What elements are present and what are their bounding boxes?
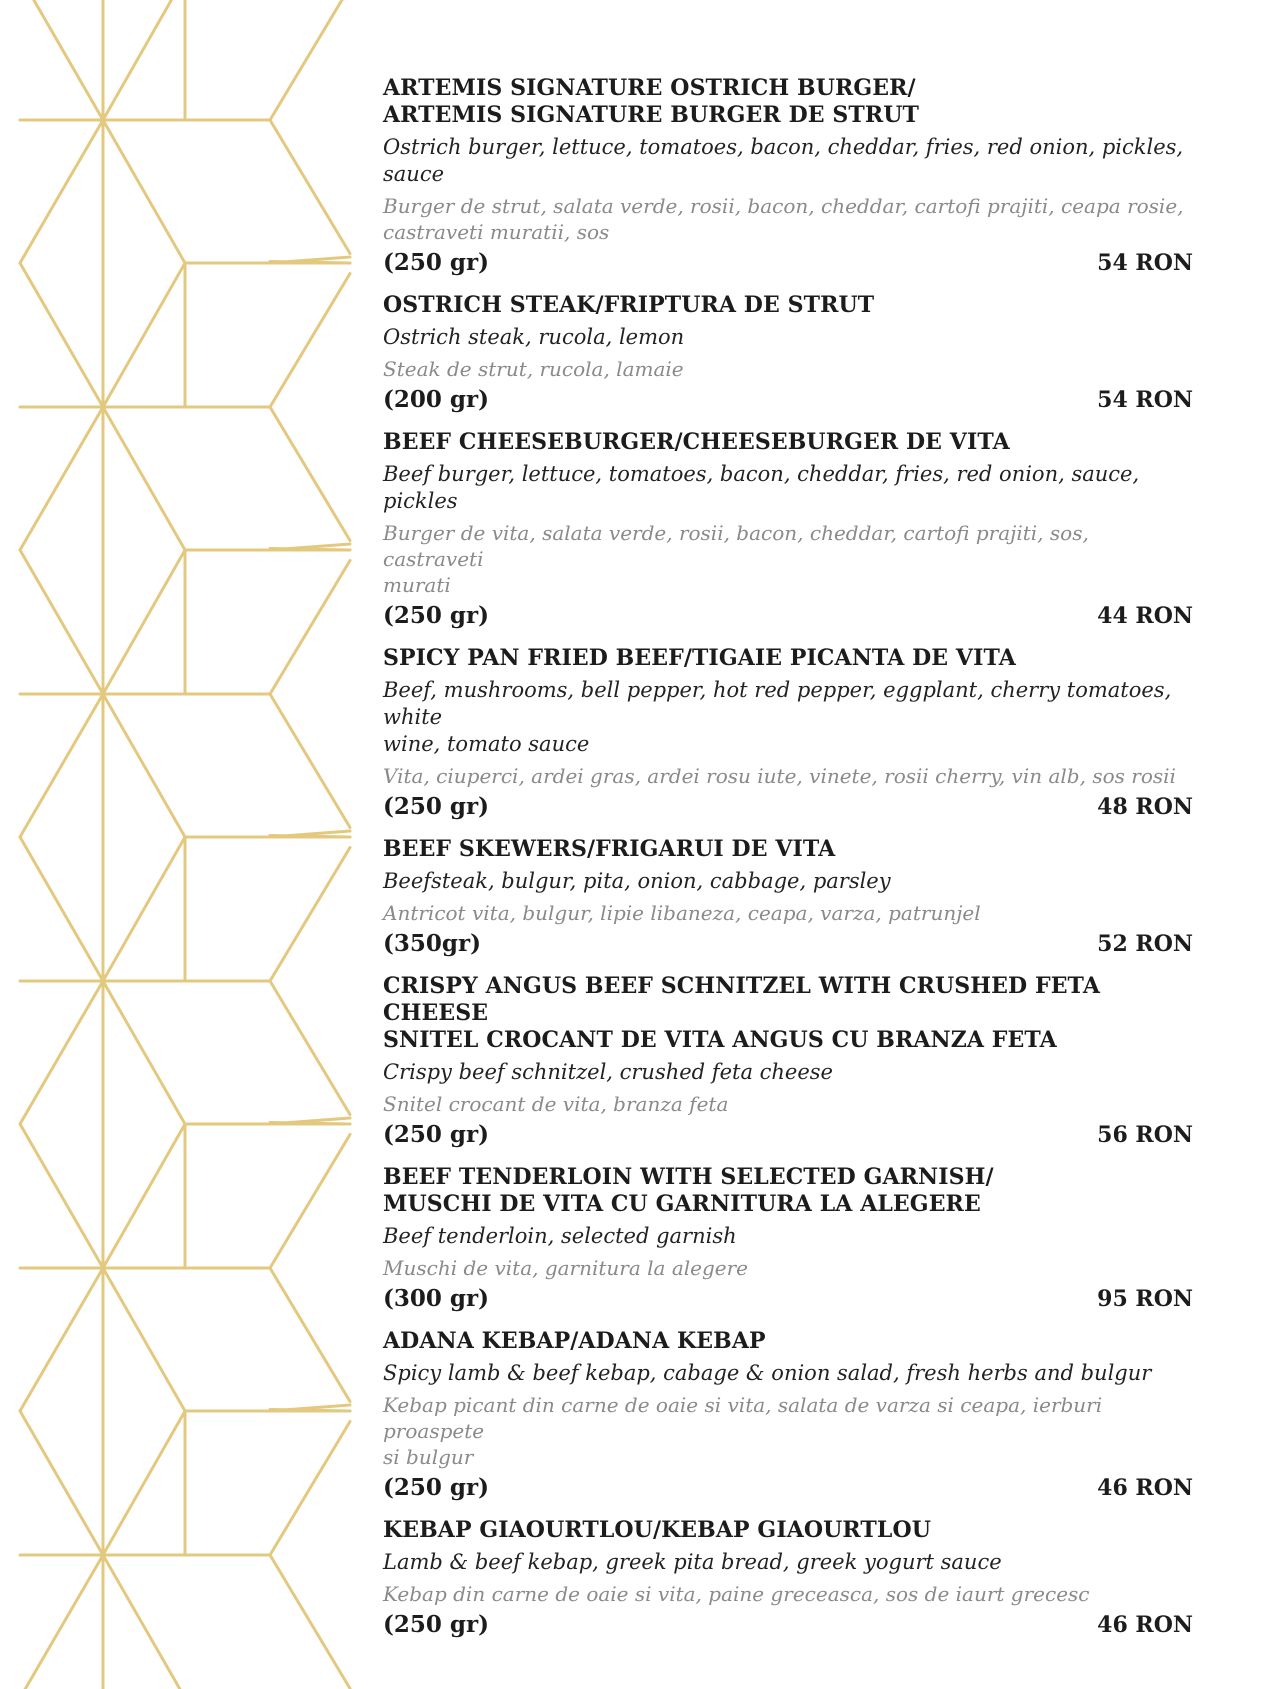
item-price: 52 RON [1097,931,1193,957]
item-weight: (250 gr) [383,1121,489,1148]
item-title [383,429,1193,456]
item-description-ro [383,1581,1193,1607]
item-description-en-line: Beef tenderloin, selected garnish [383,1224,737,1248]
menu-item [383,75,1193,278]
item-weight-price-row [383,1610,1193,1640]
pattern-line [20,407,103,550]
pattern-line [270,274,350,408]
item-description-ro [383,1091,1193,1117]
pattern-line [270,1422,350,1556]
pattern-line [20,1555,103,1689]
pattern-line [20,0,103,120]
pattern-line [103,1411,185,1555]
item-weight: (200 gr) [383,386,489,413]
item-title-line: ARTEMIS SIGNATURE OSTRICH BURGER/ [383,75,916,101]
pattern-line [103,263,185,407]
item-weight: (250 gr) [383,602,489,629]
pattern-line [103,694,185,837]
pattern-line [20,120,103,263]
pattern-line [270,848,350,982]
pattern-line [270,1135,350,1269]
menu-item [383,292,1193,415]
pattern-line [270,262,350,264]
pattern-line [103,1124,185,1268]
item-description-ro [383,520,1193,598]
pattern-line [20,837,103,981]
item-weight: (250 gr) [383,249,489,276]
item-title-line: CRISPY ANGUS BEEF SCHNITZEL WITH CRUSHED FETA CHEESE [383,973,1100,1026]
pattern-line [270,0,350,120]
item-description-en-line: wine, tomato sauce [383,732,590,756]
item-weight-price-row [383,1473,1193,1503]
item-title [383,292,1193,319]
pattern-line [20,550,103,694]
item-description-en [383,677,1193,758]
item-description-ro-line: Vita, ciuperci, ardei gras, ardei rosu iute, vinete, rosii cherry, vin alb, sos rosii [383,764,1176,788]
item-title [383,1328,1193,1355]
item-weight: (250 gr) [383,1474,489,1501]
pattern-line [270,1123,350,1125]
item-title-line: ADANA KEBAP/ADANA KEBAP [383,1328,766,1354]
pattern-line [20,263,103,407]
menu-item [383,1517,1193,1640]
item-weight: (350gr) [383,930,481,957]
item-weight-price-row [383,929,1193,959]
pattern-line [103,1268,185,1411]
pattern-line [103,120,185,263]
item-title-line: SPICY PAN FRIED BEEF/TIGAIE PICANTA DE VITA [383,645,1016,671]
item-description-ro [383,1255,1193,1281]
item-description-en [383,324,1193,351]
pattern-line [270,1555,350,1689]
pattern-line [20,694,103,837]
pattern-line [270,1410,350,1412]
item-description-en-line: Ostrich burger, lettuce, tomatoes, bacon, cheddar, fries, red onion, pickles, [383,135,1184,159]
pattern-line [103,837,185,981]
item-description-ro-line: Kebap picant din carne de oaie si vita, salata de varza si ceapa, ierburi proaspete [383,1393,1103,1443]
item-description-ro-line: Snitel crocant de vita, branza feta [383,1092,729,1116]
item-description-en [383,461,1193,515]
pattern-line [270,981,350,1115]
hexagon-pattern-decoration [0,0,360,1689]
pattern-line [270,836,350,838]
item-price: 44 RON [1097,603,1193,629]
pattern-line [270,120,350,254]
pattern-line [103,981,185,1124]
item-description-ro-line: Muschi de vita, garnitura la alegere [383,1256,749,1280]
menu-item [383,836,1193,959]
item-title [383,645,1193,672]
item-description-ro-line: Kebap din carne de oaie si vita, paine greceasca, sos de iaurt grecesc [383,1582,1090,1606]
item-title [383,1164,1193,1218]
menu-item [383,1164,1193,1314]
pattern-line [270,1268,350,1402]
item-weight-price-row [383,1284,1193,1314]
item-description-ro [383,763,1193,789]
item-description-ro [383,1392,1193,1470]
item-weight: (250 gr) [383,1611,489,1638]
item-title [383,1517,1193,1544]
item-price: 46 RON [1097,1475,1193,1501]
item-description-en [383,1360,1193,1387]
menu-item [383,973,1193,1150]
item-description-ro-line: Antricot vita, bulgur, lipie libaneza, ceapa, varza, patrunjel [383,901,981,925]
item-description-en-line: Lamb & beef kebap, greek pita bread, greek yogurt sauce [383,1550,1002,1574]
menu-item [383,429,1193,631]
item-price: 48 RON [1097,794,1193,820]
item-price: 54 RON [1097,250,1193,276]
item-title-line: MUSCHI DE VITA CU GARNITURA LA ALEGERE [383,1191,981,1217]
pattern-line [270,407,350,541]
item-weight-price-row [383,385,1193,415]
item-description-ro-line: si bulgur [383,1445,474,1469]
item-weight-price-row [383,792,1193,822]
item-title-line: SNITEL CROCANT DE VITA ANGUS CU BRANZA FETA [383,1027,1057,1053]
item-weight: (250 gr) [383,793,489,820]
item-description-en-line: sauce [383,162,445,186]
item-description-ro-line: Burger de strut, salata verde, rosii, bacon, cheddar, cartofi prajiti, ceapa rosie, [383,194,1184,218]
item-title-line: BEEF CHEESEBURGER/CHEESEBURGER DE VITA [383,429,1010,455]
item-title-line: BEEF TENDERLOIN WITH SELECTED GARNISH/ [383,1164,994,1190]
item-description-en [383,1059,1193,1086]
item-weight-price-row [383,601,1193,631]
pattern-line [270,694,350,828]
item-title [383,973,1193,1054]
item-description-ro [383,356,1193,382]
item-title-line: OSTRICH STEAK/FRIPTURA DE STRUT [383,292,875,318]
item-description-en [383,1223,1193,1250]
pattern-line [20,1124,103,1268]
item-title [383,75,1193,129]
item-description-ro [383,193,1193,245]
item-description-en [383,134,1193,188]
item-title-line: BEEF SKEWERS/FRIGARUI DE VITA [383,836,836,862]
item-description-ro-line: murati [383,573,451,597]
pattern-line [103,0,185,120]
pattern-line [103,407,185,550]
pattern-line [20,1411,103,1555]
item-description-en-line: Beef burger, lettuce, tomatoes, bacon, cheddar, fries, red onion, sauce, pickles [383,462,1140,513]
item-weight-price-row [383,248,1193,278]
pattern-line [270,561,350,695]
item-price: 56 RON [1097,1122,1193,1148]
item-description-ro-line: castraveti muratii, sos [383,220,610,244]
item-description-en-line: Ostrich steak, rucola, lemon [383,325,685,349]
item-description-ro-line: Burger de vita, salata verde, rosii, bacon, cheddar, cartofi prajiti, sos, castraveti [383,521,1089,571]
menu-item [383,1328,1193,1503]
item-description-ro-line: Steak de strut, rucola, lamaie [383,357,684,381]
pattern-line [20,981,103,1124]
item-description-en-line: Spicy lamb & beef kebap, cabage & onion salad, fresh herbs and bulgur [383,1361,1152,1385]
pattern-line [103,550,185,694]
item-description-en [383,1549,1193,1576]
item-weight-price-row [383,1120,1193,1150]
item-weight: (300 gr) [383,1285,489,1312]
item-description-en [383,868,1193,895]
pattern-line [103,1555,185,1689]
item-title-line: ARTEMIS SIGNATURE BURGER DE STRUT [383,102,919,128]
item-description-en-line: Beefsteak, bulgur, pita, onion, cabbage, parsley [383,869,891,893]
item-title [383,836,1193,863]
menu-item [383,645,1193,822]
item-description-en-line: Crispy beef schnitzel, crushed feta cheese [383,1060,833,1084]
item-title-line: KEBAP GIAOURTLOU/KEBAP GIAOURTLOU [383,1517,932,1543]
pattern-line [20,1268,103,1411]
pattern-line [270,549,350,551]
item-price: 54 RON [1097,387,1193,413]
item-price: 95 RON [1097,1286,1193,1312]
item-price: 46 RON [1097,1612,1193,1638]
menu-list [383,75,1193,1654]
item-description-en-line: Beef, mushrooms, bell pepper, hot red pepper, eggplant, cherry tomatoes, white [383,678,1172,729]
item-description-ro [383,900,1193,926]
